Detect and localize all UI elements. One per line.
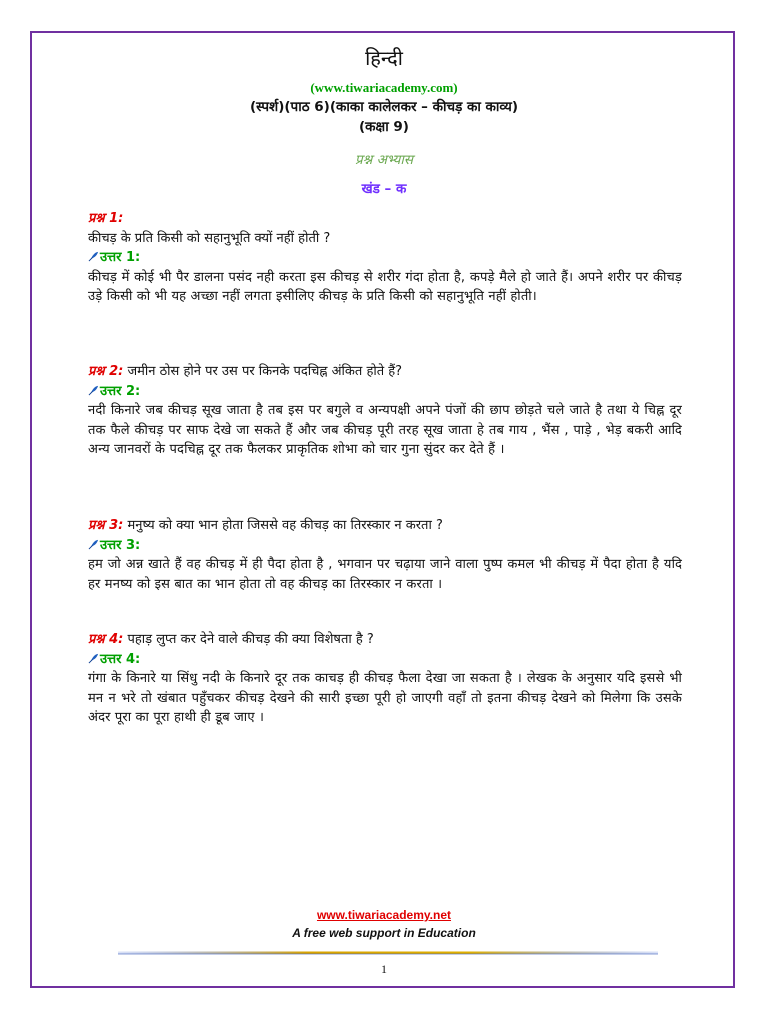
section-heading: खंड – क — [361, 181, 407, 197]
footer-link[interactable]: www.tiwariacademy.net — [316, 908, 452, 922]
answer-text: कीचड़ में कोई भी पैर डालना पसंद नही करता इस कीचड़ से शरीर गंदा होता है, कपड़े मैले हो जाते हैं। अपने शरीर पर कीचड़ उड़े किसी को भी यह अच्छा नहीं लगता इसीलिए कीचड़ के प्रति किसी को सहानुभूति नहीं होती। — [88, 269, 682, 304]
page-border — [30, 31, 735, 988]
answer-label-row — [88, 248, 682, 268]
answer-label: उत्तर 3: — [100, 537, 141, 553]
quill-pen-icon — [88, 539, 99, 550]
quill-pen-icon — [88, 251, 99, 262]
answer-label-row — [88, 536, 682, 556]
question-label: प्रश्न 1: — [88, 211, 124, 226]
class-heading: (कक्षा 9) — [359, 119, 409, 135]
question-text: पहाड़ लुप्त कर देने वाले कीचड़ की क्या विशेषता है ? — [127, 632, 374, 647]
lesson-heading: (स्पर्श)(पाठ 6)(काका कालेलकर – कीचड़ का काव्य) — [249, 99, 519, 115]
answer-label: उत्तर 2: — [100, 383, 141, 399]
answer-text: नदी किनारे जब कीचड़ सूख जाता है तब इस पर बगुले व अन्यपक्षी अपने पंजों की छाप छोड़ते चले जाते है तथा ये चिह्न दूर तक फैले कीचड़ पर साफ देखे जा सकते हैं और जब कीचड़ पूरी तरह सूख जाता हे तब गाय , भैंस , पाड़े , भेड़ बकरी आदि अन्य जानवरों के पदचिह्न दूर तक फैलकर प्राकृतिक शोभा को चार गुना सुंदर कर देते हैं । — [88, 403, 682, 457]
qa-block-2 — [88, 362, 682, 460]
page-title: हिन्दी — [365, 46, 403, 70]
quill-pen-icon — [88, 385, 99, 396]
answer-text: हम जो अन्न खाते हैं वह कीचड़ में ही पैदा होता है , भगवान पर चढ़ाया जाने वाला पुष्प कमल भी कीचड़ में पैदा होता है यदि हर मनष्य को इस बात का भान होता तो वह कीचड़ का तिरस्कार न करता । — [88, 557, 682, 592]
qa-block-3 — [88, 516, 682, 594]
answer-label-row — [88, 650, 682, 670]
question-row — [88, 362, 682, 382]
page-number: 1 — [381, 962, 387, 976]
answer-label: उत्तर 4: — [100, 651, 141, 667]
question-text: मनुष्य को क्या भान होता जिससे वह कीचड़ का तिरस्कार न करता ? — [127, 518, 443, 533]
question-label: प्रश्न 4: — [88, 632, 124, 647]
question-text: जमीन ठोस होने पर उस पर किनके पदचिह्न अंकित होते हैं? — [127, 364, 403, 379]
qa-block-1 — [88, 209, 682, 307]
site-url: (www.tiwariacademy.com) — [310, 80, 458, 95]
question-label: प्रश्न 3: — [88, 518, 124, 533]
practice-heading: प्रश्न अभ्यास — [355, 152, 413, 168]
question-row — [88, 630, 682, 650]
answer-text: गंगा के किनारे या सिंधु नदी के किनारे दूर तक काचड़ ही कीचड़ फैला देखा जा सकता है । लेखक के अनुसार यदि इससे भी मन न भरे तो खंबात पहुँचकर कीचड़ देखने की सारी इच्छा पूरी हो जाएगी वहाँ तो इतना कीचड़ देखने को मिलेगा कि उसके अंदर पूरा का पूरा हाथी ही डूब जाए । — [88, 671, 682, 725]
quill-pen-icon — [88, 653, 99, 664]
answer-label-row — [88, 382, 682, 402]
footer-divider — [118, 951, 658, 955]
question-text: कीचड़ के प्रति किसी को सहानुभूति क्यों नहीं होती ? — [88, 230, 331, 246]
footer-tagline: A free web support in Education — [292, 926, 476, 940]
qa-block-4 — [88, 630, 682, 728]
answer-label: उत्तर 1: — [100, 250, 141, 265]
question-label: प्रश्न 2: — [88, 364, 124, 379]
question-row — [88, 516, 682, 536]
